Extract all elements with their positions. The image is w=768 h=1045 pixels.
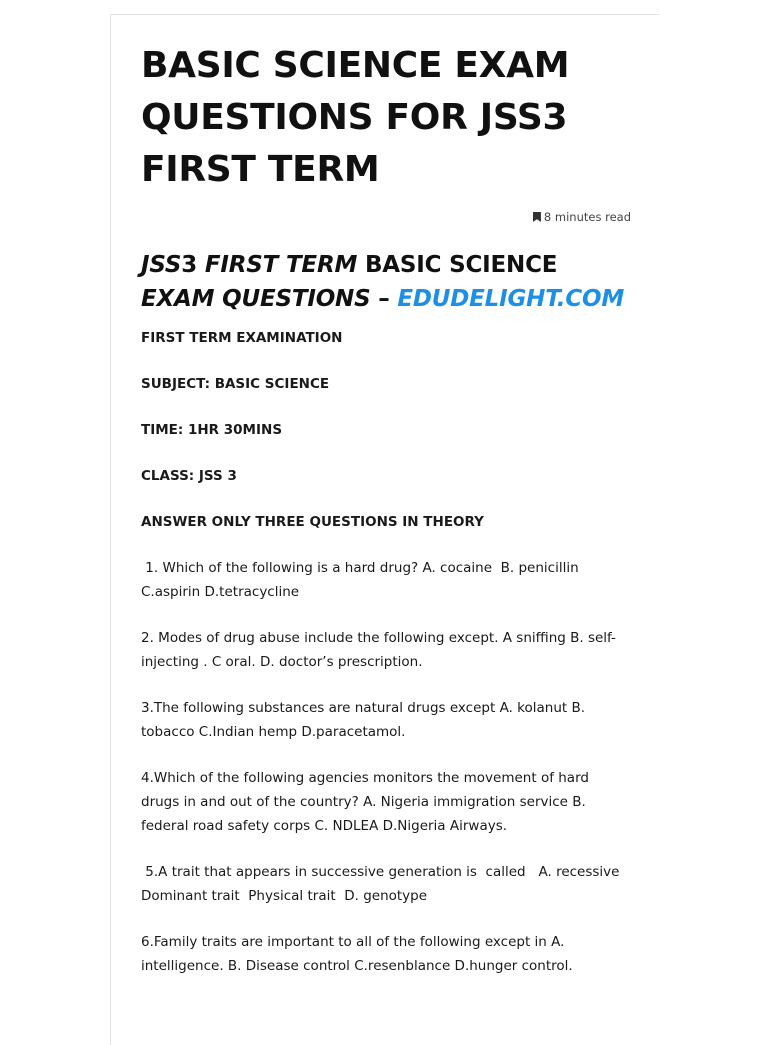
exam-header-line: SUBJECT: BASIC SCIENCE — [141, 376, 330, 392]
question-item: 4.Which of the following agencies monitors the movement of hard drugs in and out of the country? A. Nigeria immigration service B. federal road safety corps C. NDLEA D.Nigeria Airways. — [141, 770, 589, 834]
subtitle-3: 3 — [181, 252, 205, 278]
subtitle-jss: JSS — [141, 252, 182, 278]
subtitle-basic-science: BASIC SCIENCE — [357, 252, 558, 278]
subtitle-first-term: FIRST TERM — [204, 252, 358, 278]
bookmark-icon — [533, 212, 541, 222]
question-item: 6.Family traits are important to all of the following except in A. intelligence. B. Disease control C.resenblance D.hunger control. — [141, 934, 573, 974]
exam-header-line: FIRST TERM EXAMINATION — [141, 330, 343, 346]
article-subtitle — [141, 248, 631, 316]
question-item: 5.A trait that appears in successive generation is called A. recessive Dominant trait Physical trait D. genotype — [141, 864, 624, 904]
question-item: 3.The following substances are natural drugs except A. kolanut B. tobacco C.Indian hemp D.paracetamol. — [141, 700, 586, 740]
subtitle-dash: – — [370, 286, 398, 312]
read-time-text: 8 minutes read — [543, 210, 631, 224]
subtitle-exam-questions: EXAM QUESTIONS — [141, 286, 371, 312]
question-item: 1. Which of the following is a hard drug? A. cocaine B. penicillin C.aspirin D.tetracycline — [141, 560, 583, 600]
article-content — [141, 40, 631, 978]
exam-header-line: TIME: 1HR 30MINS — [141, 422, 283, 438]
article-title: BASIC SCIENCE EXAM QUESTIONS FOR JSS3 FIRST TERM — [141, 45, 570, 190]
read-time-meta — [141, 210, 631, 224]
question-item: 2. Modes of drug abuse include the following except. A sniffing B. self-injecting . C oral. D. doctor’s prescription. — [141, 630, 616, 670]
exam-header-line: CLASS: JSS 3 — [141, 468, 237, 484]
edudelight-link[interactable]: EDUDELIGHT.COM — [397, 286, 625, 312]
exam-instruction: ANSWER ONLY THREE QUESTIONS IN THEORY — [141, 514, 484, 530]
